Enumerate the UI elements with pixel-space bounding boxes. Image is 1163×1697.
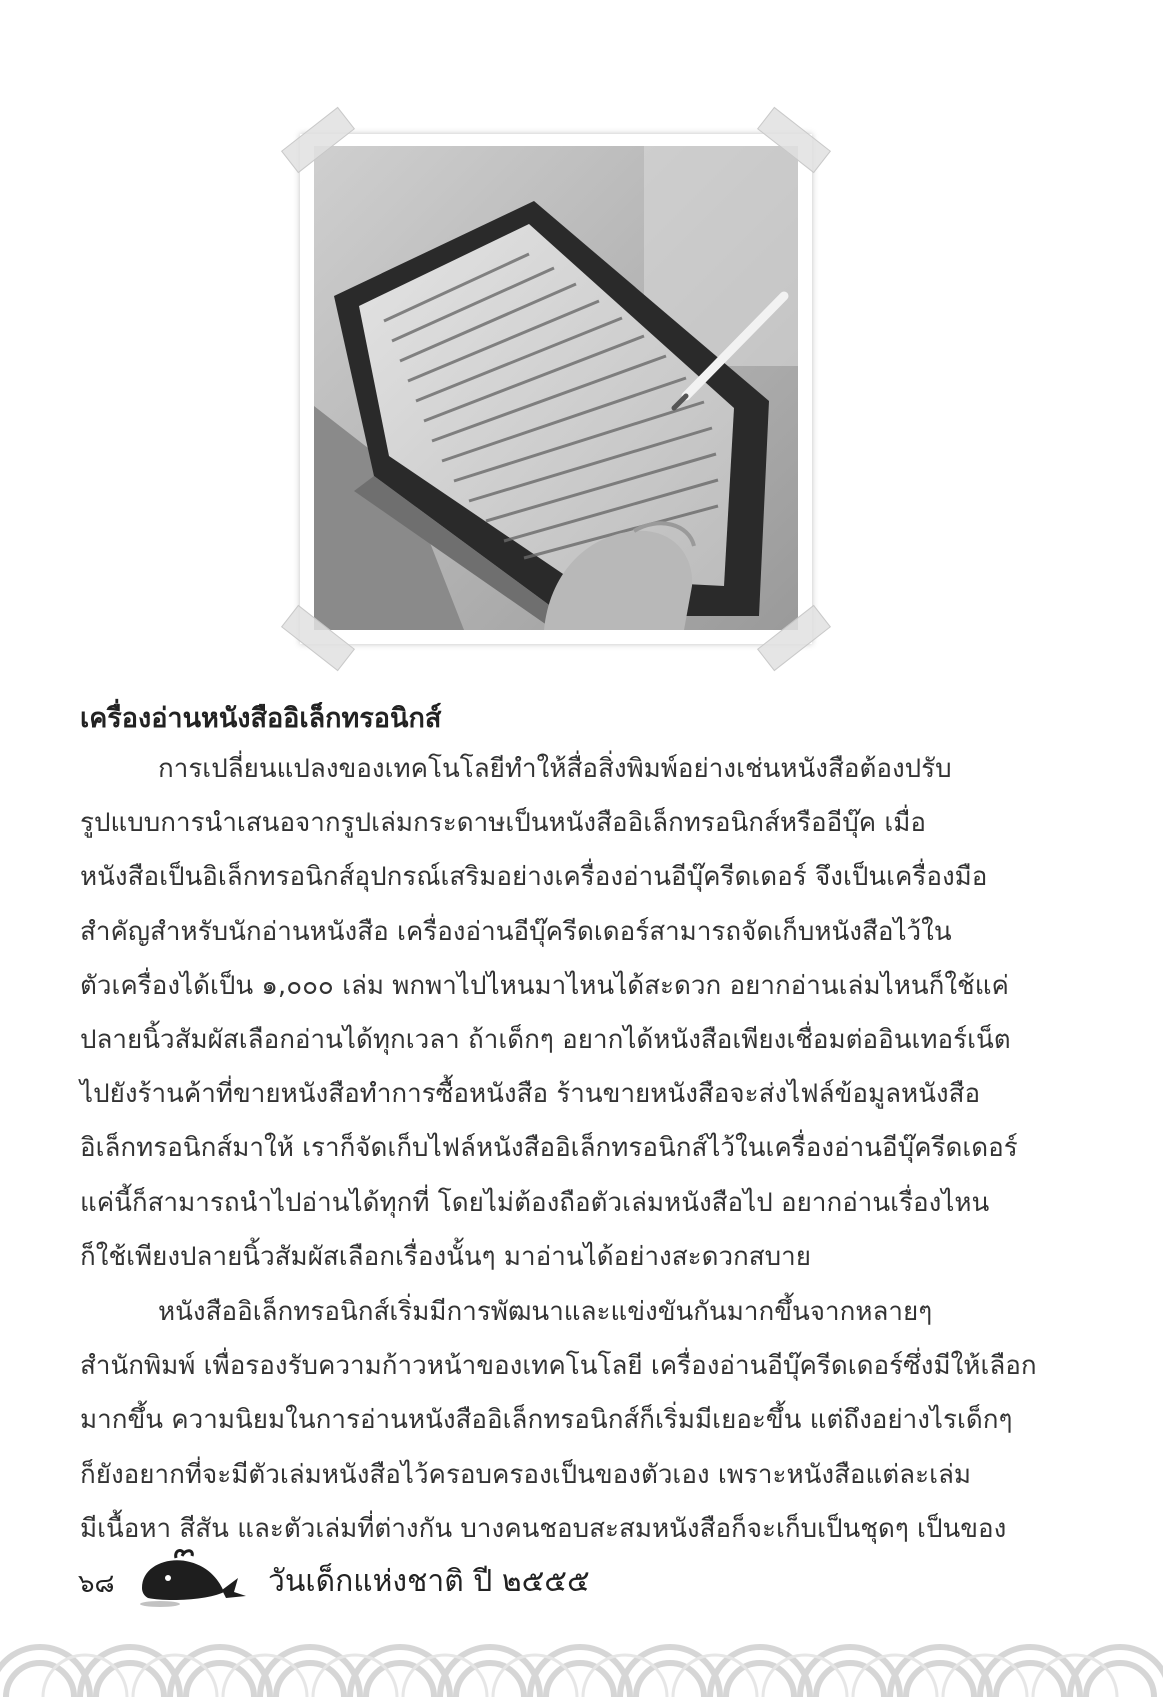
paragraph-line: รูปแบบการนำเสนอจากรูปเล่มกระดาษเป็นหนังสืออิเล็กทรอนิกส์หรืออีบุ๊ค เมื่อ [80,808,927,839]
paragraph-line: มีเนื้อหา สีสัน และตัวเล่มที่ต่างกัน บางคนชอบสะสมหนังสือก็จะเก็บเป็นชุดๆ เป็นของ [80,1513,1007,1544]
paragraph-line: ตัวเครื่องได้เป็น ๑,๐๐๐ เล่ม พกพาไปไหนมาไหนได้สะดวก อยากอ่านเล่มไหนก็ใช้แค่ [80,970,1009,1001]
page-number: ๖๘ [78,1569,115,1599]
paragraph-line: มากขึ้น ความนิยมในการอ่านหนังสืออิเล็กทรอนิกส์ก็เริ่มมีเยอะขึ้น แต่ถึงอย่างไรเด็กๆ [80,1405,1013,1436]
whale-icon [138,1548,250,1608]
footer-circle-pattern [0,1605,1163,1697]
footer-title: วันเด็กแห่งชาติ ปี ๒๕๕๕ [268,1564,590,1599]
paragraph-line: การเปลี่ยนแปลงของเทคโนโลยีทำให้สื่อสิ่งพิมพ์อย่างเช่นหนังสือต้องปรับ [158,754,952,784]
paragraph-line: หนังสืออิเล็กทรอนิกส์เริ่มมีการพัฒนาและแข่งขันกันมากขึ้นจากหลายๆ [158,1297,933,1327]
paragraph-1 [80,742,1045,1284]
paragraph-line: สำนักพิมพ์ เพื่อรองรับความก้าวหน้าของเทคโนโลยี เครื่องอ่านอีบุ๊ครีดเดอร์ซึ่งมีให้เลือก [80,1351,1037,1382]
ebook-reader-illustration [314,146,798,630]
paragraph-line: ก็ใช้เพียงปลายนิ้วสัมผัสเลือกเรื่องนั้นๆ มาอ่านได้อย่างสะดวกสบาย [80,1241,812,1272]
paragraph-line: อิเล็กทรอนิกส์มาให้ เราก็จัดเก็บไฟล์หนังสืออิเล็กทรอนิกส์ไว้ในเครื่องอ่านอีบุ๊ครีดเดอร์ [80,1133,1018,1164]
paragraph-line: สำคัญสำหรับนักอ่านหนังสือ เครื่องอ่านอีบุ๊ครีดเดอร์สามารถจัดเก็บหนังสือไว้ใน [80,916,952,947]
paragraph-2 [80,1285,1045,1556]
paragraph-line: ปลายนิ้วสัมผัสเลือกอ่านได้ทุกเวลา ถ้าเด็กๆ อยากได้หนังสือเพียงเชื่อมต่ออินเทอร์เน็ต [80,1025,1011,1056]
photo-frame [300,134,812,644]
section-heading: เครื่องอ่านหนังสืออิเล็กทรอนิกส์ [80,703,442,734]
paragraph-line: แค่นี้ก็สามารถนำไปอ่านได้ทุกที่ โดยไม่ต้องถือตัวเล่มหนังสือไป อยากอ่านเรื่องไหน [80,1187,990,1218]
paragraph-line: หนังสือเป็นอิเล็กทรอนิกส์อุปกรณ์เสริมอย่างเครื่องอ่านอีบุ๊ครีดเดอร์ จึงเป็นเครื่องมือ [80,862,988,893]
paragraph-line: ไปยังร้านค้าที่ขายหนังสือทำการซื้อหนังสือ ร้านขายหนังสือจะส่งไฟล์ข้อมูลหนังสือ [80,1079,981,1110]
ebook-reader-photo [314,146,798,630]
paragraph-line: ก็ยังอยากที่จะมีตัวเล่มหนังสือไว้ครอบครองเป็นของตัวเอง เพราะหนังสือแต่ละเล่ม [80,1459,972,1490]
